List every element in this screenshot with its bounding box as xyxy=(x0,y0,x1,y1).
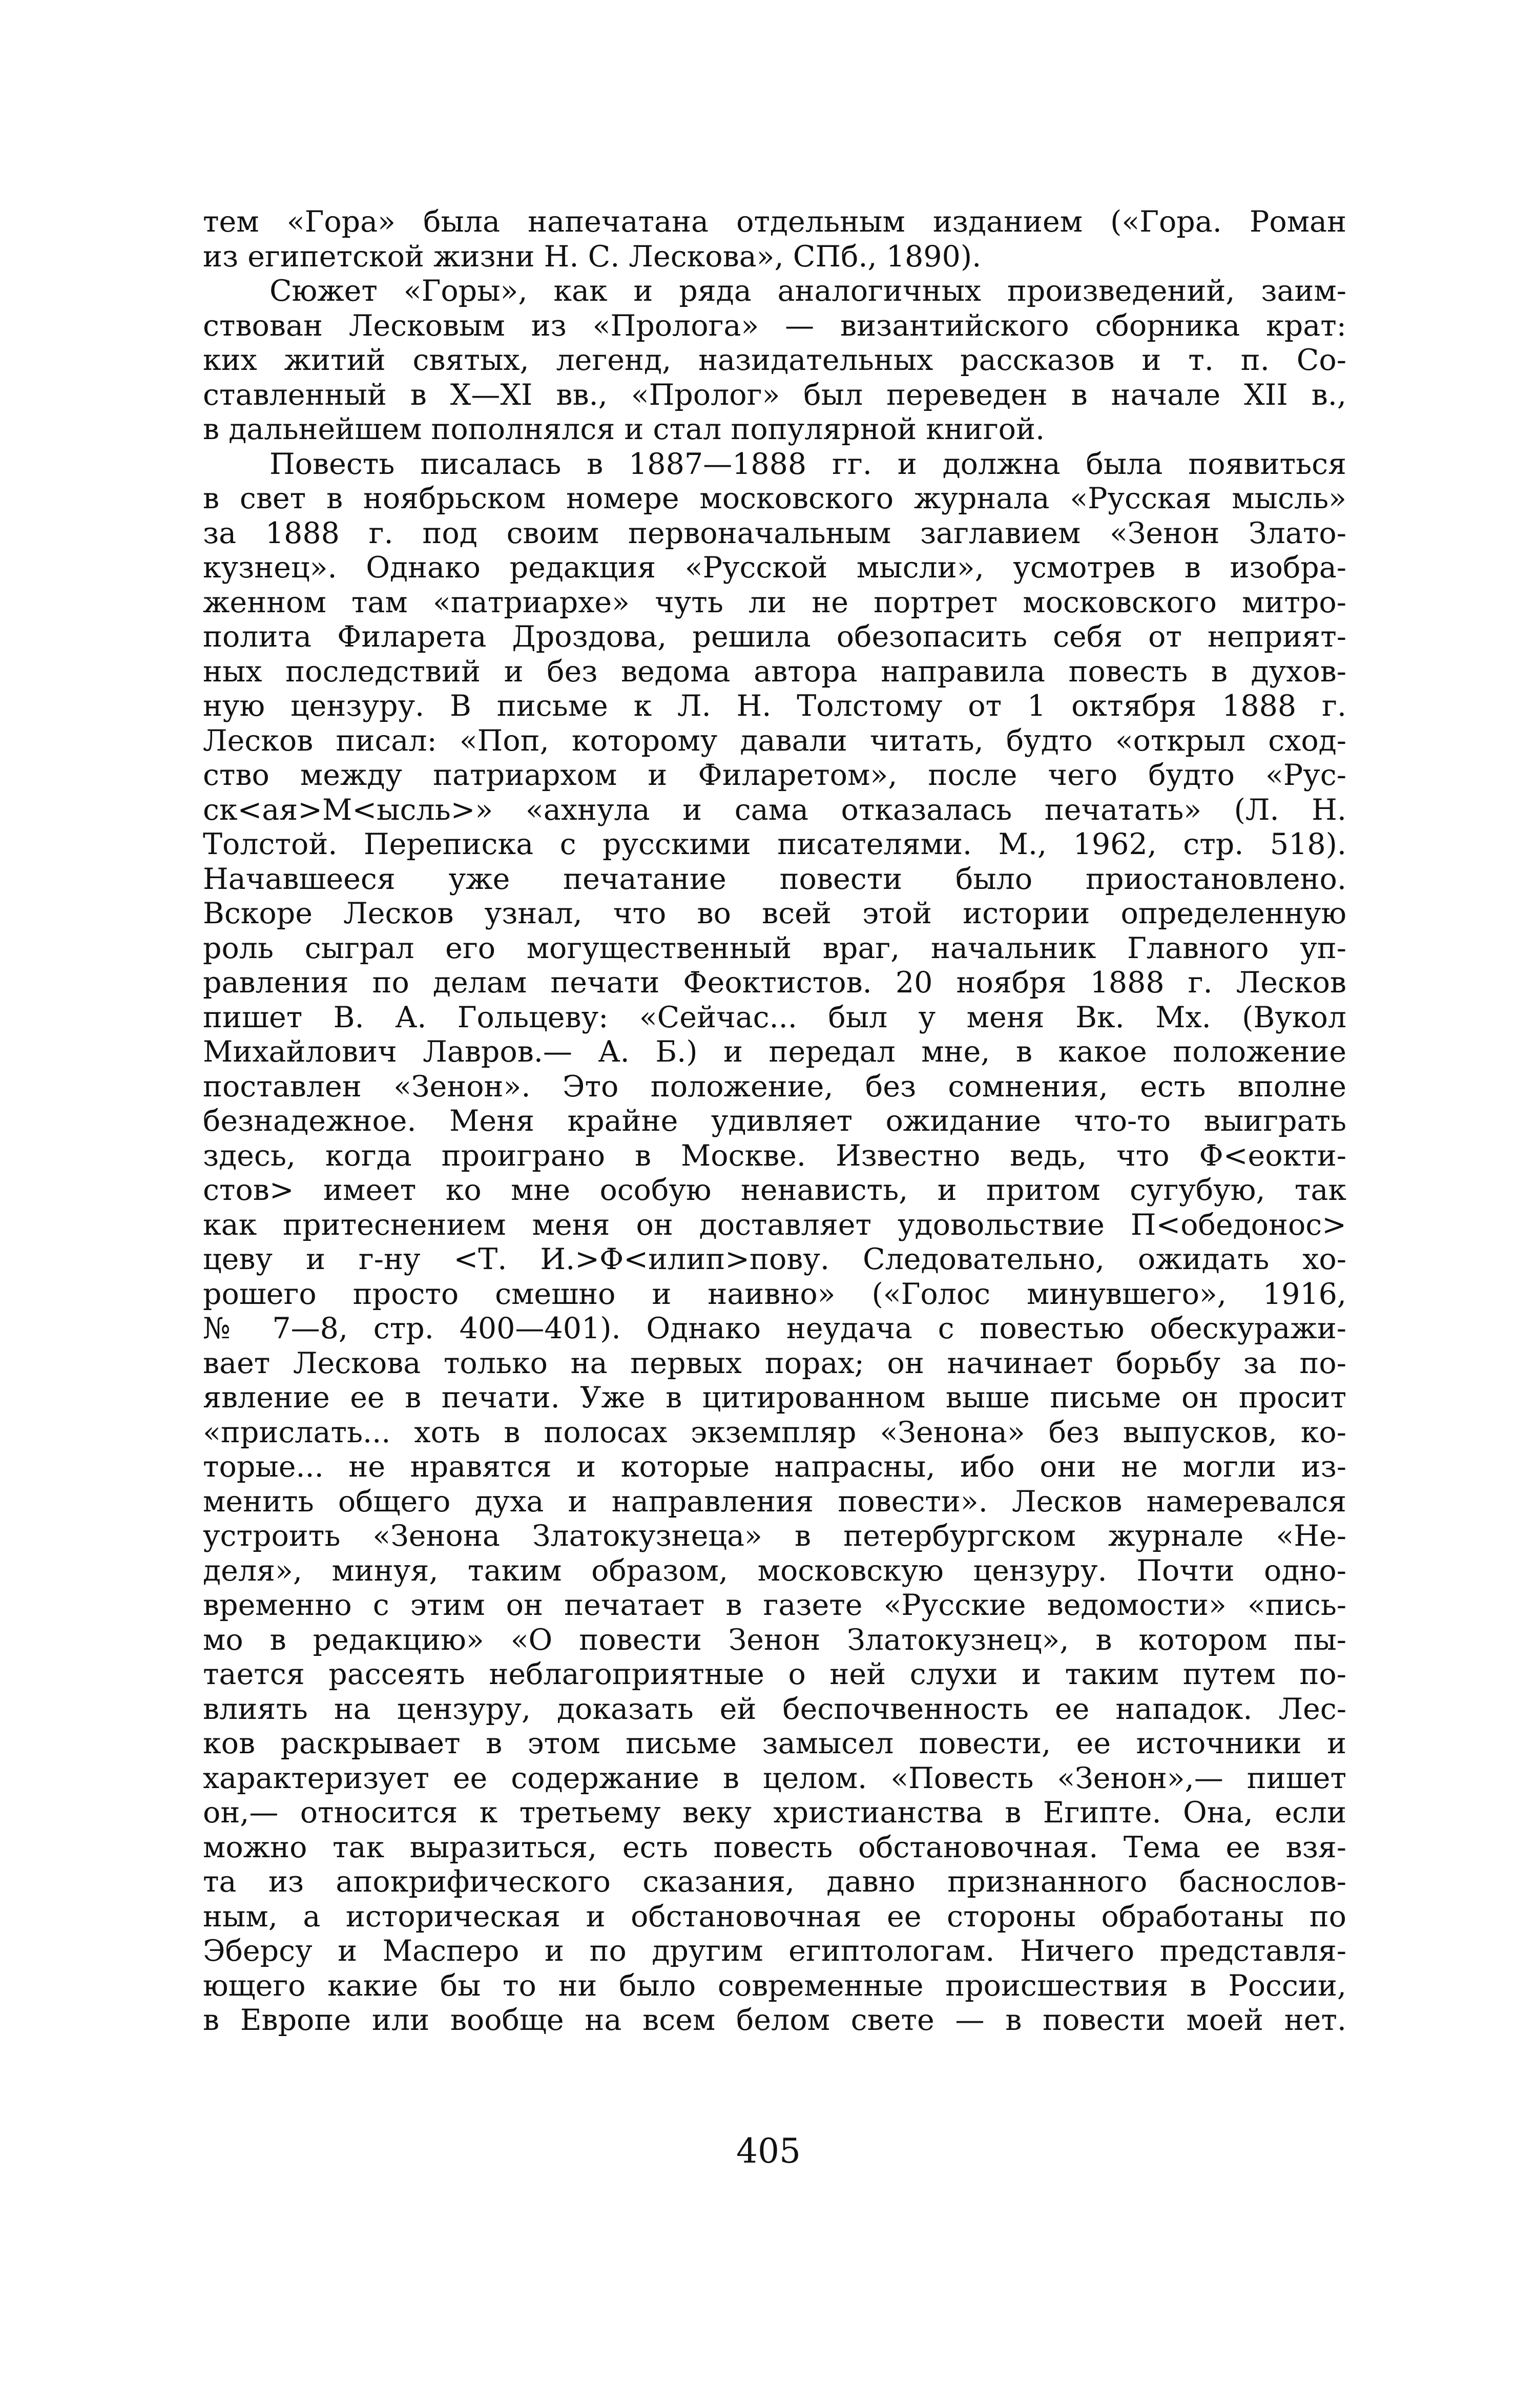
text-line: торые... не нравятся и которые напрасны, ибо они не могли из- xyxy=(203,1450,1346,1484)
page-body xyxy=(203,205,1346,2038)
text-line: деля», минуя, таким образом, московскую цензуру. Почти одно- xyxy=(203,1553,1346,1588)
text-line: ствован Лесковым из «Пролога» — византийского сборника крат: xyxy=(203,308,1346,343)
text-line: мо в редакцию» «О повести Зенон Златокузнец», в котором пы- xyxy=(203,1623,1346,1657)
text-line: тем «Гора» была напечатана отдельным изданием («Гора. Роман xyxy=(203,205,1346,239)
text-line: Вскоре Лесков узнал, что во всей этой истории определенную xyxy=(203,897,1346,930)
text-line: здесь, когда проиграно в Москве. Известно ведь, что Ф<еокти- xyxy=(203,1138,1346,1173)
text-line: полита Филарета Дроздова, решила обезопасить себя от неприят- xyxy=(203,620,1346,654)
text-line: он,— относится к третьему веку христианства в Египте. Она, если xyxy=(203,1796,1346,1830)
text-line: ство между патриархом и Филаретом», после чего будто «Рус- xyxy=(203,758,1346,792)
text-line: рошего просто смешно и наивно» («Голос минувшего», 1916, xyxy=(203,1277,1346,1311)
text-line: ным, а историческая и обстановочная ее стороны обработаны по xyxy=(203,1899,1346,1934)
page-number: 405 xyxy=(736,2131,801,2171)
text-line: поставлен «Зенон». Это положение, без сомнения, есть вполне xyxy=(203,1069,1346,1104)
text-line: из египетской жизни Н. С. Лескова», СПб., 1890). xyxy=(203,239,982,274)
text-line: ких житий святых, легенд, назидательных рассказов и т. п. Со- xyxy=(203,343,1346,377)
text-line: вает Лескова только на первых порах; он начинает борьбу за по- xyxy=(203,1346,1346,1380)
text-line: можно так выразиться, есть повесть обстановочная. Тема ее взя- xyxy=(203,1830,1346,1864)
text-line: менить общего духа и направления повести». Лесков намеревался xyxy=(203,1484,1346,1519)
text-line: за 1888 г. под своим первоначальным заглавием «Зенон Злато- xyxy=(203,516,1346,550)
text-line: ставленный в X—XI вв., «Пролог» был переведен в начале XII в., xyxy=(203,378,1346,412)
text-line: безнадежное. Меня крайне удивляет ожидание что-то выиграть xyxy=(203,1104,1346,1138)
text-line: в дальнейшем пополнялся и стал популярной книгой. xyxy=(203,412,1045,446)
text-line: в свет в ноябрьском номере московского журнала «Русская мысль» xyxy=(203,482,1346,515)
text-line: ных последствий и без ведома автора направила повесть в духов- xyxy=(203,654,1346,689)
text-line: роль сыграл его могущественный враг, начальник Главного уп- xyxy=(203,931,1346,965)
text-line: пишет В. А. Гольцеву: «Сейчас... был у меня Вк. Мх. (Вукол xyxy=(203,1000,1346,1034)
text-line: влиять на цензуру, доказать ей беспочвенность ее нападок. Лес- xyxy=(203,1692,1346,1726)
text-line: ную цензуру. В письме к Л. Н. Толстому от 1 октября 1888 г. xyxy=(203,689,1346,723)
text-line: № 7—8, стр. 400—401). Однако неудача с повестью обескуражи- xyxy=(203,1312,1346,1345)
text-line: в Европе или вообще на всем белом свете — в повести моей нет. xyxy=(203,2003,1346,2037)
text-line: цеву и г-ну <Т. И.>Ф<илип>пову. Следовательно, ожидать хо- xyxy=(203,1242,1346,1276)
text-line: явление ее в печати. Уже в цитированном выше письме он просит xyxy=(203,1381,1346,1415)
text-line: Михайлович Лавров.— А. Б.) и передал мне, в какое положение xyxy=(203,1035,1346,1069)
text-line: временно с этим он печатает в газете «Русские ведомости» «пись- xyxy=(203,1588,1346,1622)
text-line: ков раскрывает в этом письме замысел повести, ее источники и xyxy=(203,1727,1346,1760)
text-line: «прислать... хоть в полосах экземпляр «Зенона» без выпусков, ко- xyxy=(203,1415,1346,1449)
text-line: устроить «Зенона Златокузнеца» в петербургском журнале «Не- xyxy=(203,1519,1346,1553)
text-line: Сюжет «Горы», как и ряда аналогичных произведений, заим- xyxy=(269,274,1346,308)
text-line: женном там «патриархе» чуть ли не портрет московского митро- xyxy=(203,585,1346,619)
text-line: ск<ая>М<ысль>» «ахнула и сама отказалась печатать» (Л. Н. xyxy=(203,793,1346,827)
text-line: как притеснением меня он доставляет удовольствие П<обедонос> xyxy=(203,1208,1346,1242)
text-line: стов> имеет ко мне особую ненависть, и притом сугубую, так xyxy=(203,1173,1346,1207)
text-line: та из апокрифического сказания, давно признанного баснослов- xyxy=(203,1865,1346,1899)
text-line: кузнец». Однако редакция «Русской мысли», усмотрев в изобра- xyxy=(203,551,1346,585)
text-line: тается рассеять неблагоприятные о ней слухи и таким путем по- xyxy=(203,1657,1346,1691)
text-line: Эберсу и Масперо и по другим египтологам. Ничего представля- xyxy=(203,1934,1346,1968)
text-line: Начавшееся уже печатание повести было приостановлено. xyxy=(203,862,1346,896)
text-line: ющего какие бы то ни было современные происшествия в России, xyxy=(203,1968,1346,2003)
text-line: Толстой. Переписка с русскими писателями. М., 1962, стр. 518). xyxy=(203,827,1346,861)
text-line: Повесть писалась в 1887—1888 гг. и должна была появиться xyxy=(269,447,1346,481)
text-line: характеризует ее содержание в целом. «Повесть «Зенон»,— пишет xyxy=(203,1761,1346,1795)
text-line: Лесков писал: «Поп, которому давали читать, будто «открыл сход- xyxy=(203,723,1346,758)
text-line: равления по делам печати Феоктистов. 20 ноября 1888 г. Лесков xyxy=(203,966,1346,1000)
